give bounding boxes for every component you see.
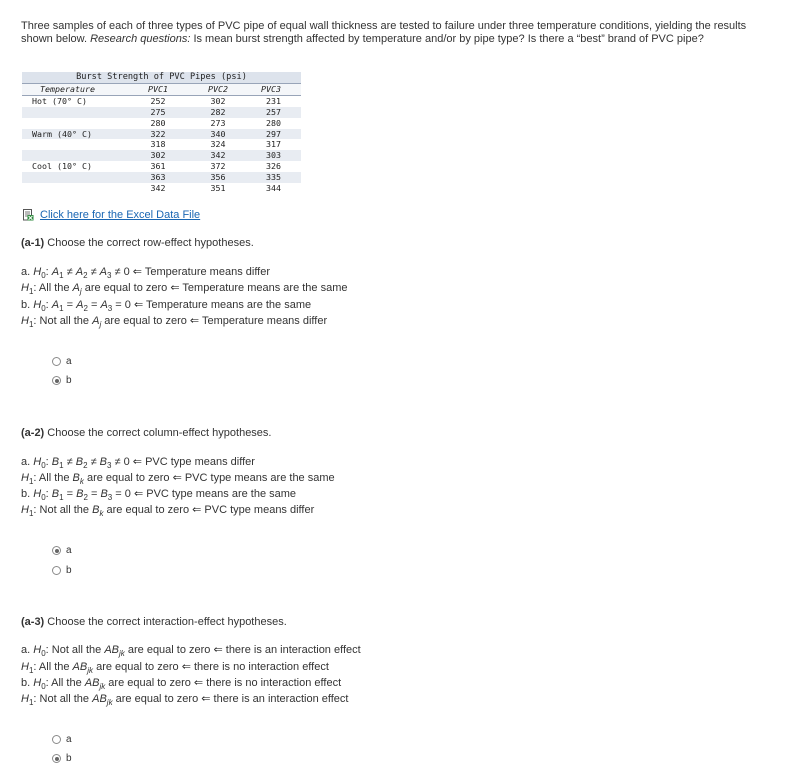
radio-label: b [66, 565, 72, 576]
cell: 297 [248, 129, 301, 140]
cell: 342 [188, 150, 248, 161]
q2-option-b-h0: b. $H_0$: $B_1 = B_2 = B_3 = 0$ ⇐ PVC type means are the same [21, 488, 297, 502]
cell: 302 [128, 150, 188, 161]
question-a1 [21, 237, 254, 249]
table-caption: Burst Strength of PVC Pipes (psi) [22, 72, 301, 83]
row-label: Warm (40° C) [22, 129, 128, 140]
q3-option-b-h1: $H_1$: Not all the $AB_{jk}$ are equal to zero ⇐ there is an interaction effect [21, 693, 349, 707]
row-label [22, 183, 128, 194]
intro-text-1: Three samples of each of three types of PVC pipe of equal wall thickness are tested to failure under three temperature conditions, yielding the results shown below. [21, 20, 747, 45]
radio-selected-icon[interactable] [52, 546, 61, 555]
cell: 322 [128, 129, 188, 140]
cell: 317 [266, 139, 281, 150]
q1-radio-a[interactable] [52, 356, 72, 367]
q2-b-h1-desc: ⇐ PVC type means differ [192, 504, 315, 516]
table-row [22, 129, 301, 140]
cell: 351 [210, 183, 226, 194]
cell: 344 [266, 183, 281, 194]
q3-a-h1-desc: ⇐ there is no interaction effect [181, 661, 329, 673]
research-questions-label: Research questions: [90, 33, 191, 45]
q3-option-a-h0: a. $H_0$: Not all the $AB_{jk}$ are equal to zero ⇐ there is an interaction effect [21, 644, 361, 658]
row-label [22, 107, 128, 118]
excel-file-link-row[interactable] [22, 209, 200, 221]
cell: 372 [210, 161, 226, 172]
cell: 275 [128, 107, 188, 118]
burst-strength-table [22, 72, 301, 194]
radio-label: b [66, 375, 72, 386]
q1-option-b-h0: b. $H_0$: $A_1 = A_2 = A_3 = 0$ ⇐ Temperature means are the same [21, 299, 312, 313]
question-a3-text: Choose the correct interaction-effect hypotheses. [44, 616, 287, 628]
header-pvc3: PVC3 [248, 83, 301, 95]
q1-a-h1-desc: ⇐ Temperature means are the same [170, 282, 348, 294]
cell: 303 [248, 150, 301, 161]
q1-radio-b[interactable] [52, 375, 72, 386]
header-temperature: Temperature [22, 83, 128, 95]
q1-option-a-h0: a. $H_0$: $A_1 \ne A_2 \ne A_3 \ne 0$ ⇐ Temperature means differ [21, 266, 271, 280]
cell: 280 [266, 117, 281, 128]
table-row [22, 161, 301, 172]
q3-radio-b[interactable] [52, 753, 72, 764]
q2-radio-b[interactable] [52, 565, 72, 576]
cell: 280 [150, 117, 166, 128]
q2-option-a-h0: a. $H_0$: $B_1 \ne B_2 \ne B_3 \ne 0$ ⇐ PVC type means differ [21, 456, 255, 470]
spreadsheet-icon [22, 209, 34, 221]
excel-data-file-link[interactable]: Click here for the Excel Data File [40, 209, 201, 221]
q3-radio-a[interactable] [52, 734, 72, 745]
question-a2-label: (a-2) [21, 427, 45, 439]
q3-option-b-h0: b. $H_0$: All the $AB_{jk}$ are equal to zero ⇐ there is no interaction effect [21, 677, 342, 691]
q1-a-h0-desc: ⇐ Temperature means differ [132, 266, 271, 278]
header-pvc2: PVC2 [188, 83, 248, 95]
cell: 302 [210, 95, 226, 106]
intro-text-2: Is mean burst strength affected by temperature and/or by pipe type? Is there a “best” brand of PVC pipe? [190, 33, 704, 45]
cell: 231 [266, 95, 281, 106]
radio-unselected-icon[interactable] [52, 357, 61, 366]
cell: 363 [128, 172, 188, 183]
radio-label: a [66, 356, 72, 367]
radio-unselected-icon[interactable] [52, 566, 61, 575]
question-a2 [21, 427, 272, 439]
question-a3 [21, 616, 287, 628]
question-a3-label: (a-3) [21, 616, 45, 628]
table-row [22, 183, 301, 194]
cell: 342 [150, 183, 166, 194]
table-row [22, 95, 301, 106]
row-label: Cool (10° C) [32, 161, 92, 172]
q3-a-h0-desc: ⇐ there is an interaction effect [213, 644, 361, 656]
table-row [22, 139, 301, 150]
radio-unselected-icon[interactable] [52, 735, 61, 744]
cell: 252 [150, 95, 166, 106]
cell: 361 [150, 161, 166, 172]
q2-option-b-h1: $H_1$: Not all the $B_k$ are equal to zero ⇐ PVC type means differ [21, 504, 315, 518]
question-a1-label: (a-1) [21, 237, 45, 249]
q2-a-h0-desc: ⇐ PVC type means differ [132, 456, 255, 468]
cell: 324 [210, 139, 226, 150]
cell: 340 [188, 129, 248, 140]
row-label [22, 172, 128, 183]
cell: 282 [188, 107, 248, 118]
radio-label: a [66, 734, 72, 745]
q1-option-b-h1: $H_1$: Not all the $A_j$ are equal to zero ⇐ Temperature means differ [21, 315, 328, 329]
table-row [22, 150, 301, 161]
radio-label: b [66, 753, 72, 764]
table-row [22, 118, 301, 129]
header-pvc1: PVC1 [128, 83, 188, 95]
table-row [22, 107, 301, 118]
row-label [22, 150, 128, 161]
row-label [22, 139, 128, 150]
cell: 335 [248, 172, 301, 183]
q2-b-h0-desc: ⇐ PVC type means are the same [133, 488, 297, 500]
problem-statement [21, 20, 756, 46]
table-row [22, 172, 301, 183]
cell: 318 [150, 139, 166, 150]
radio-label: a [66, 545, 72, 556]
q2-radio-a[interactable] [52, 545, 72, 556]
q2-option-a-h1: $H_1$: All the $B_k$ are equal to zero ⇐ PVC type means are the same [21, 472, 335, 486]
cell: 356 [188, 172, 248, 183]
q1-b-h0-desc: ⇐ Temperature means are the same [133, 299, 312, 311]
q3-b-h0-desc: ⇐ there is no interaction effect [193, 677, 342, 689]
question-a2-text: Choose the correct column-effect hypotheses. [44, 427, 272, 439]
q3-b-h1-desc: ⇐ there is an interaction effect [201, 693, 349, 705]
q2-a-h1-desc: ⇐ PVC type means are the same [172, 472, 335, 484]
row-label: Hot (70° C) [32, 95, 87, 106]
cell: 273 [210, 117, 226, 128]
q1-option-a-h1: $H_1$: All the $A_j$ are equal to zero ⇐ Temperature means are the same [21, 282, 348, 296]
row-label [22, 118, 128, 129]
cell: 326 [266, 161, 281, 172]
q3-option-a-h1: $H_1$: All the $AB_{jk}$ are equal to zero ⇐ there is no interaction effect [21, 661, 329, 675]
radio-selected-icon[interactable] [52, 376, 61, 385]
radio-selected-icon[interactable] [52, 754, 61, 763]
q1-b-h1-desc: ⇐ Temperature means differ [189, 315, 328, 327]
cell: 257 [248, 107, 301, 118]
question-a1-text: Choose the correct row-effect hypotheses. [44, 237, 254, 249]
